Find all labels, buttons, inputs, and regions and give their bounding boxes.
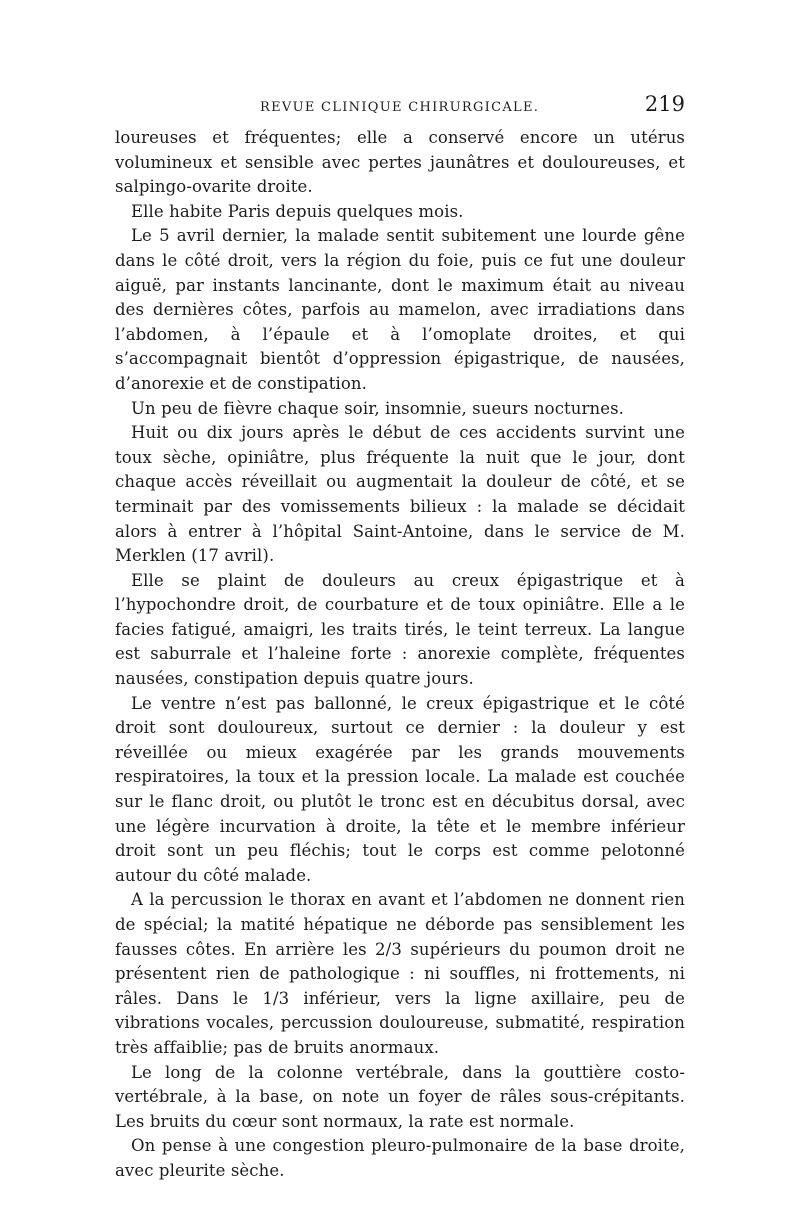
paragraph-continued: loureuses et fréquentes; elle a conservé encore un utérus volumineux et sensible avec pertes jaunâtres et douloureuses, et salpingo-ovarite droite. [115,128,685,197]
paragraph: Le long de la colonne vertébrale, dans la gouttière costo-vertébrale, à la base, on note un foyer de râles sous-crépitants. Les bruits du cœur sont normaux, la rate est normale. [115,1062,685,1131]
body-text [115,126,685,1184]
running-title: REVUE CLINIQUE CHIRURGICALE. [260,100,540,115]
paragraph: Un peu de fièvre chaque soir, insomnie, sueurs nocturnes. [131,398,625,418]
paragraph: Le ventre n’est pas ballonné, le creux épigastrique et le côté droit sont douloureux, surtout ce dernier : la douleur y est réveillée ou mieux exagérée par les grands mouvements respiratoires, la toux et la pression locale. La malade est couchée sur le flanc droit, ou plutôt le tronc est en décubitus dorsal, avec une légère incurvation à droite, la tête et le membre inférieur droit sont un peu fléchis; tout le corps est comme pelotonné autour du côté malade. [115,693,685,885]
journal-page [115,92,685,1184]
paragraph: On pense à une congestion pleuro-pulmonaire de la base droite, avec pleurite sèche. [115,1136,685,1180]
paragraph: Le 5 avril dernier, la malade sentit subitement une lourde gêne dans le côté droit, vers la région du foie, puis ce fut une douleur aiguë, par instants lancinante, dont le maximum était au niveau des dernières côtes, parfois au mamelon, avec irradiations dans l’abdomen, à l’épaule et à l’omoplate droites, et qui s’accompagnait bientôt d’oppression épigastrique, de nausées, d’anorexie et de constipation. [115,226,685,393]
paragraph: Huit ou dix jours après le début de ces accidents survint une toux sèche, opiniâtre, plus fréquente la nuit que le jour, dont chaque accès réveillait ou augmentait la douleur de côté, et se terminait par des vomissements bilieux : la malade se décidait alors à entrer à l’hôpital Saint-Antoine, dans le service de M. Merklen (17 avril). [115,423,685,566]
paragraph: Elle se plaint de douleurs au creux épigastrique et à l’hypochondre droit, de courbature et de toux opiniâtre. Elle a le facies fatigué, amaigri, les traits tirés, le teint terreux. La langue est saburrale et l’haleine forte : anorexie complète, fréquentes nausées, constipation depuis quatre jours. [115,570,685,689]
page-number: 219 [644,92,685,116]
paragraph: Elle habite Paris depuis quelques mois. [131,201,464,221]
paragraph: A la percussion le thorax en avant et l’abdomen ne donnent rien de spécial; la matité hépatique ne déborde pas sensiblement les fausses côtes. En arrière les 2/3 supérieurs du poumon droit ne présentent rien de pathologique : ni souffles, ni frottements, ni râles. Dans le 1/3 inférieur, vers la ligne axillaire, peu de vibrations vocales, percussion douloureuse, submatité, respiration très affaiblie; pas de bruits anormaux. [115,890,685,1057]
page-header [115,92,685,122]
